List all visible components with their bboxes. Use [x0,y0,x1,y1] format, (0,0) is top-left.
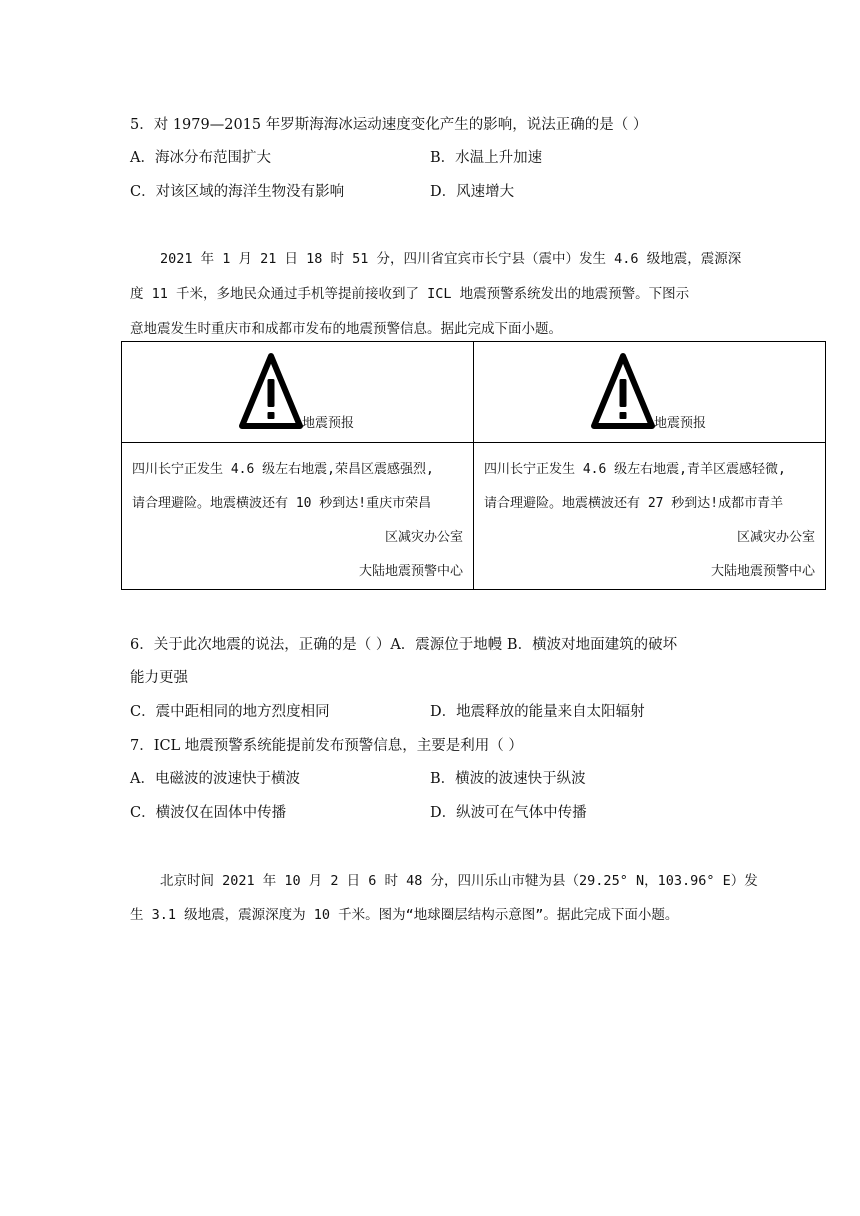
passage1-line1: 2021 年 1 月 21 日 18 时 51 分，四川省宜宾市长宁县（震中）发生 4.6 级地震，震源深 [160,251,742,267]
passage2-line2: 生 3.1 级地震，震源深度为 10 千米。图为“地球圈层结构示意图”。据此完成下面小题。 [130,907,679,923]
alert-issuer: 大陆地震预警中心 [710,564,815,579]
q5-option-d: D．风速增大 [430,184,515,200]
alert-message-line: 请合理避险。地震横波还有 27 秒到达!成都市青羊 [484,496,784,511]
q5-option-b: B．水温上升加速 [430,150,543,166]
q7-stem: 7．ICL 地震预警系统能提前发布预警信息，主要是利用（ ） [130,738,523,754]
q7-option-a: A．电磁波的波速快于横波 [130,771,300,787]
alert-message-line: 请合理避险。地震横波还有 10 秒到达!重庆市荣昌 [132,496,432,511]
alert-title: 地震预报 [654,416,707,431]
q5-option-c: C．对该区域的海洋生物没有影响 [130,184,345,200]
earthquake-alert-table [121,341,826,590]
alert-header-chengdu [474,342,826,443]
q5-stem: 5．对 1979—2015 年罗斯海海冰运动速度变化产生的影响，说法正确的是（ ） [130,117,648,133]
alert-issuer: 大陆地震预警中心 [358,564,463,579]
alert-message-line: 四川长宁正发生 4.6 级左右地震,荣昌区震感强烈, [132,462,434,477]
q6-stem-continued: 能力更强 [130,670,188,686]
alert-message-line: 四川长宁正发生 4.6 级左右地震,青羊区震感轻微, [484,462,786,477]
warning-triangle-icon [239,352,303,430]
alert-title: 地震预报 [302,416,355,431]
q7-option-c: C．横波仅在固体中传播 [130,805,287,821]
alert-message-line: 区减灾办公室 [736,530,815,545]
passage2-line1: 北京时间 2021 年 10 月 2 日 6 时 48 分，四川乐山市犍为县（29.25° N，103.96° E）发 [160,873,758,889]
alert-message-chongqing [122,443,474,590]
q5-option-a: A．海冰分布范围扩大 [130,150,271,166]
q6-option-c: C．震中距相同的地方烈度相同 [130,704,330,720]
q6-option-d: D．地震释放的能量来自太阳辐射 [430,704,645,720]
alert-header-chongqing [122,342,474,443]
passage1-line3: 意地震发生时重庆市和成都市发布的地震预警信息。据此完成下面小题。 [130,321,562,337]
alert-message-chengdu [474,443,826,590]
q7-option-d: D．纵波可在气体中传播 [430,805,587,821]
alert-message-line: 区减灾办公室 [384,530,463,545]
warning-triangle-icon [591,352,655,430]
passage1-line2: 度 11 千米，多地民众通过手机等提前接收到了 ICL 地震预警系统发出的地震预警。下图示 [130,286,690,302]
q7-option-b: B．横波的波速快于纵波 [430,771,586,787]
q6-stem: 6．关于此次地震的说法，正确的是（ ）A．震源位于地幔 B．横波对地面建筑的破坏 [130,637,678,653]
